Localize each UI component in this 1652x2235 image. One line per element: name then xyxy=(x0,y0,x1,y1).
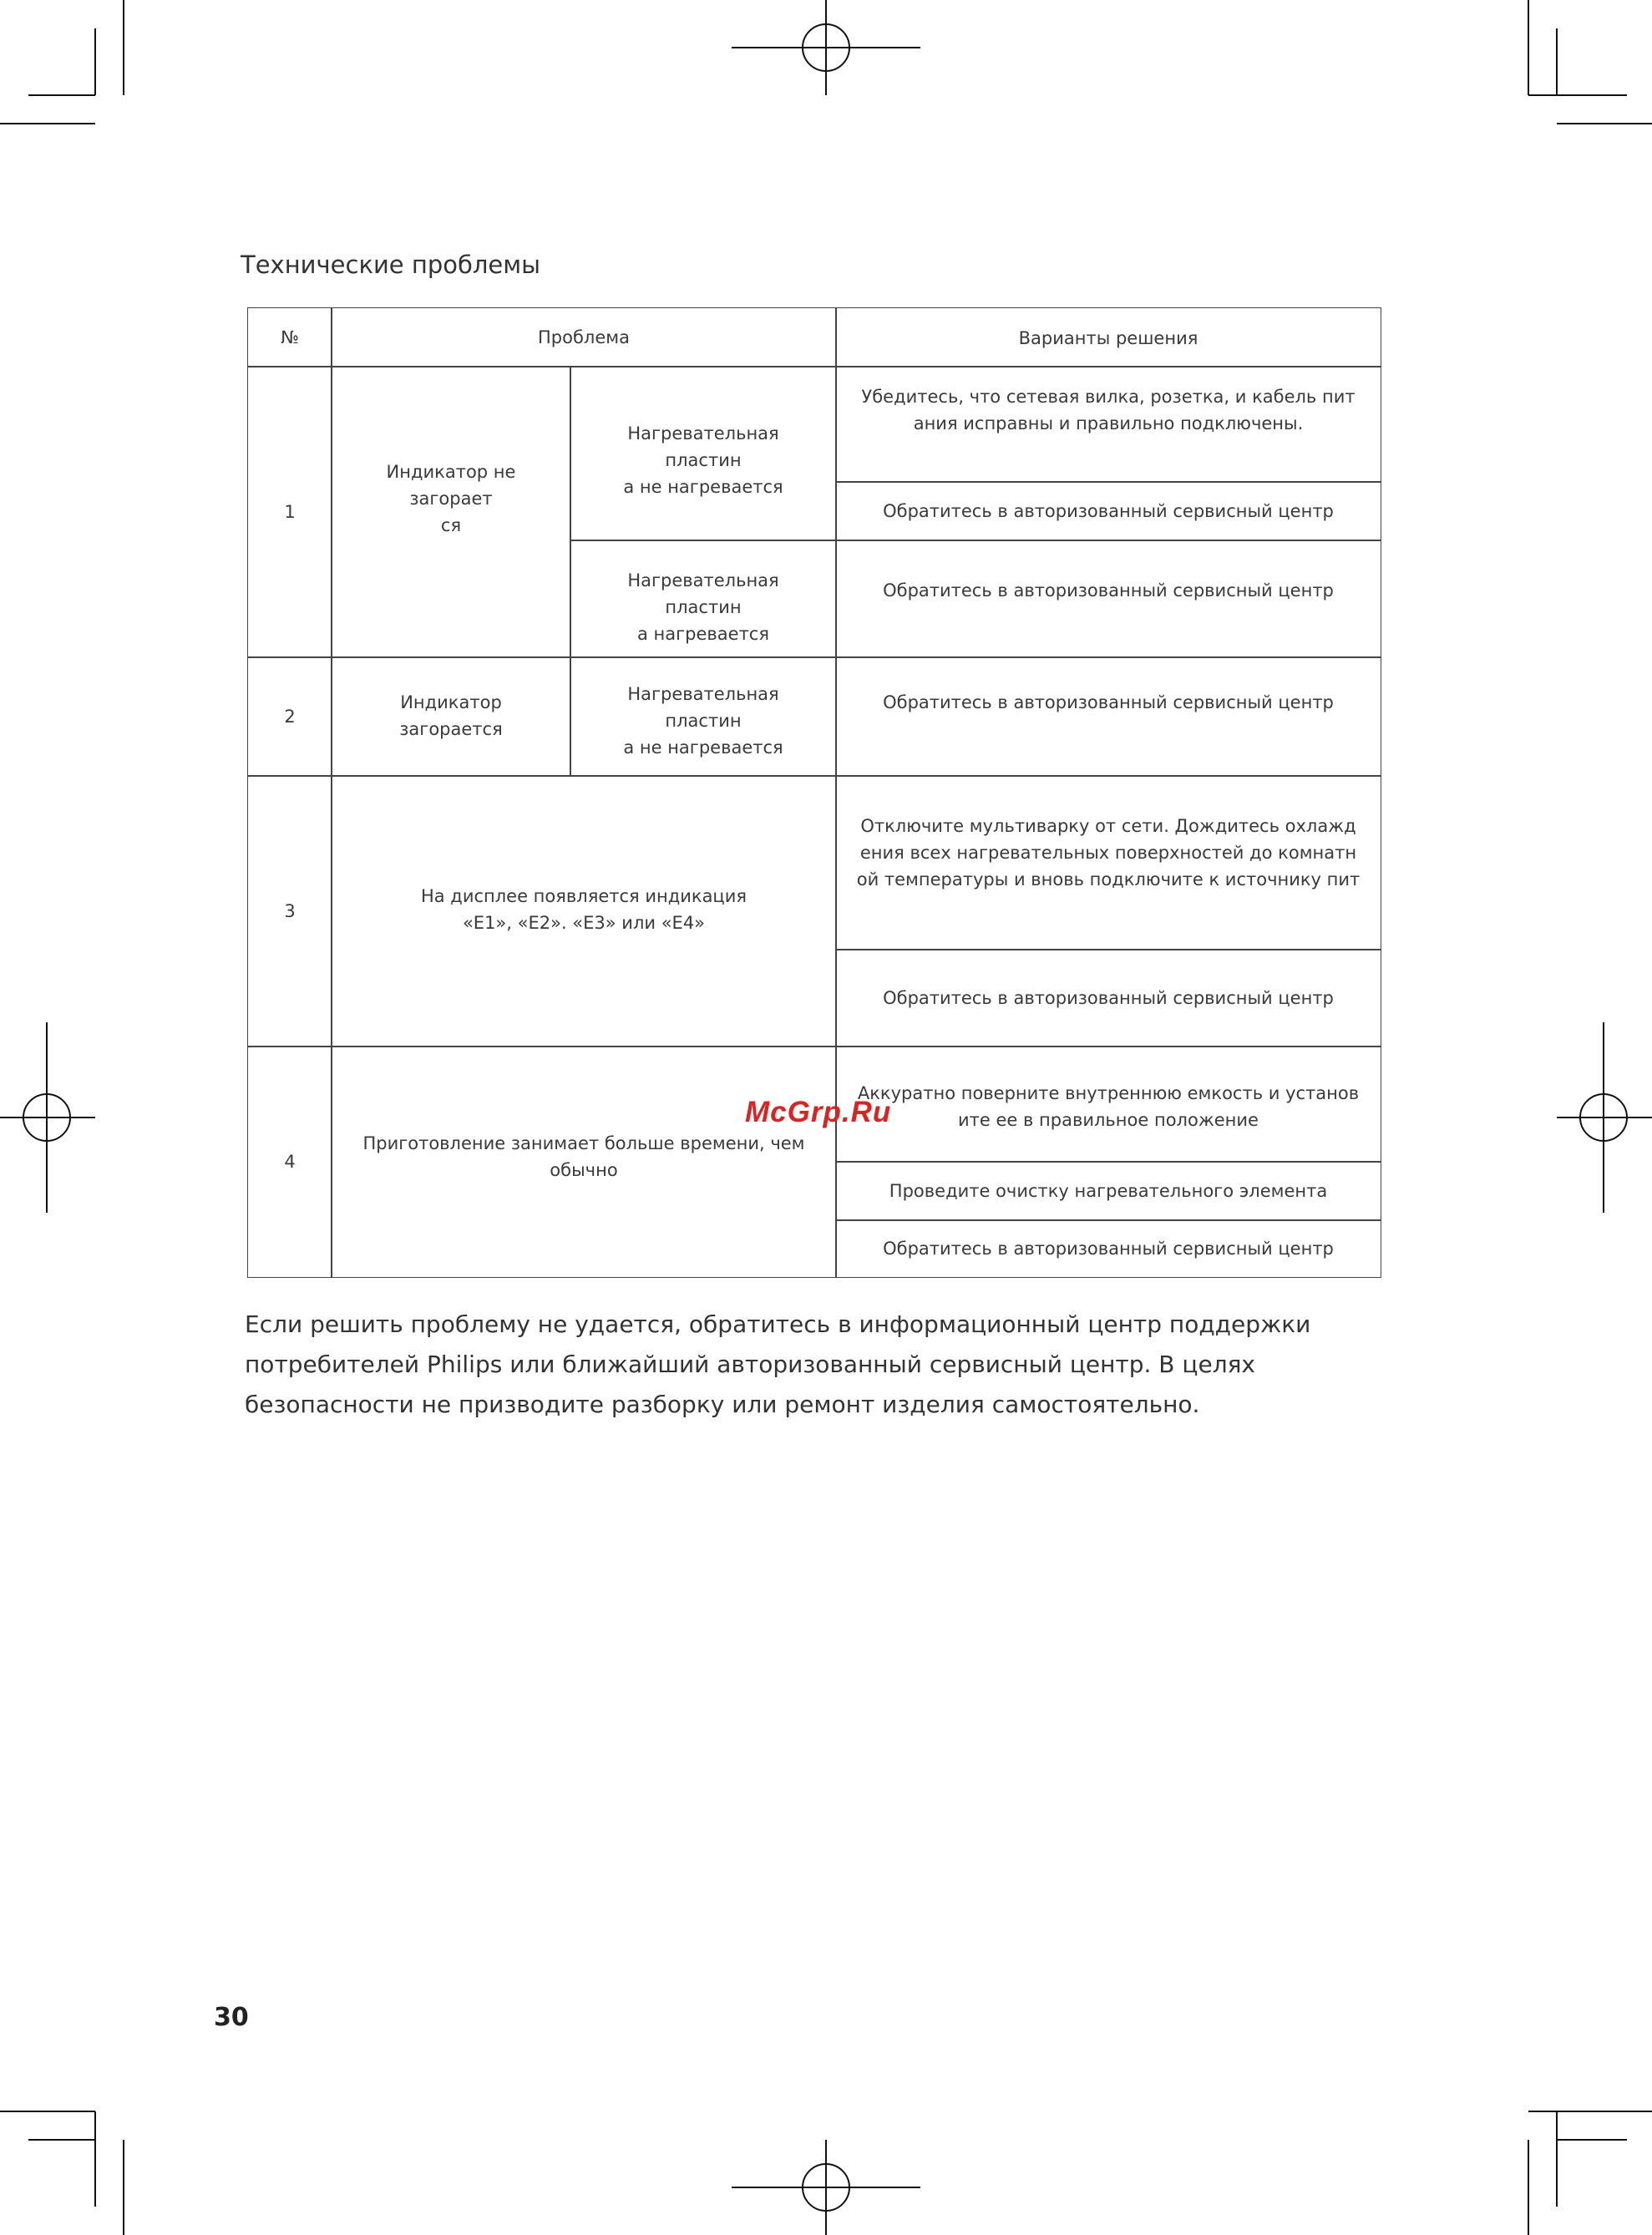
row-3-symptom xyxy=(331,775,837,1047)
registration-target-bottom xyxy=(732,2140,920,2235)
row-2-condition xyxy=(570,656,837,777)
row-1-solution-3-text: Обратитесь в авторизованный сервисный центр xyxy=(883,580,1334,601)
row-4-symptom xyxy=(331,1046,837,1278)
row-4-symptom-text: Приготовление занимает больше времени, чем обычно xyxy=(362,1133,805,1180)
registration-target-right xyxy=(1557,1022,1652,1213)
row-4-number: 4 xyxy=(247,1046,332,1278)
row-1-solution-1-text: Убедитесь, что сетевая вилка, розетка, и кабель пит ания исправны и правильно подключены. xyxy=(861,387,1356,433)
row-4-solution-1-text: Аккуратно поверните внутреннюю емкость и установ ите ее в правильное положение xyxy=(857,1083,1360,1130)
row-3-number: 3 xyxy=(247,775,332,1047)
watermark: McGrp.Ru xyxy=(745,1096,892,1128)
row-1-condition-2-text: Нагревательная пластин а нагревается xyxy=(627,570,779,644)
registration-target-top xyxy=(732,0,920,95)
row-2-solution xyxy=(835,656,1381,777)
header-problem: Проблема xyxy=(331,307,837,367)
row-2-condition-text: Нагревательная пластин а не нагревается xyxy=(623,684,783,758)
row-3-solution-1-text: Отключите мультиварку от сети. Дождитесь охлажд ения всех нагревательных поверхностей до комнатн ой температуры и вновь подключите к источнику пит xyxy=(856,816,1361,889)
registration-target-left xyxy=(0,1022,95,1213)
row-3-solution-1 xyxy=(835,775,1381,950)
header-number: № xyxy=(247,307,332,367)
row-1-condition-1-text: Нагревательная пластин а не нагревается xyxy=(623,423,783,497)
row-3-solution-2: Обратитесь в авторизованный сервисный центр xyxy=(835,949,1381,1047)
row-2-solution-text: Обратитесь в авторизованный сервисный центр xyxy=(883,692,1334,712)
header-solutions: Варианты решения xyxy=(835,307,1381,367)
row-3-symptom-text: На дисплее появляется индикация «E1», «E2». «E3» или «E4» xyxy=(420,886,747,933)
row-1-condition-2 xyxy=(570,540,837,658)
row-1-solution-1 xyxy=(835,366,1381,483)
row-1-solution-2: Обратитесь в авторизованный сервисный центр xyxy=(835,481,1381,541)
row-4-solution-2: Проведите очистку нагревательного элемента xyxy=(835,1161,1381,1221)
row-1-symptom xyxy=(331,366,571,658)
row-2-symptom xyxy=(331,656,571,777)
row-1-number: 1 xyxy=(247,366,332,658)
section-title: Технические проблемы xyxy=(241,251,541,279)
row-1-solution-3 xyxy=(835,540,1381,658)
row-2-number: 2 xyxy=(247,656,332,777)
row-4-solution-1 xyxy=(835,1046,1381,1163)
row-2-symptom-text: Индикатор загорается xyxy=(399,692,503,739)
row-1-symptom-text: Индикатор не загорает ся xyxy=(386,462,516,535)
row-1-condition-1 xyxy=(570,366,837,541)
page-number: 30 xyxy=(214,2003,249,2032)
row-4-solution-3: Обратитесь в авторизованный сервисный центр xyxy=(835,1219,1381,1278)
support-note: Если решить проблему не удается, обратитесь в информационный центр поддержки потребителей Philips или ближайший авторизованный сервисный центр. В целях безопасности не призводите разборку или ремонт изделия самостоятельно. xyxy=(245,1310,1311,1418)
